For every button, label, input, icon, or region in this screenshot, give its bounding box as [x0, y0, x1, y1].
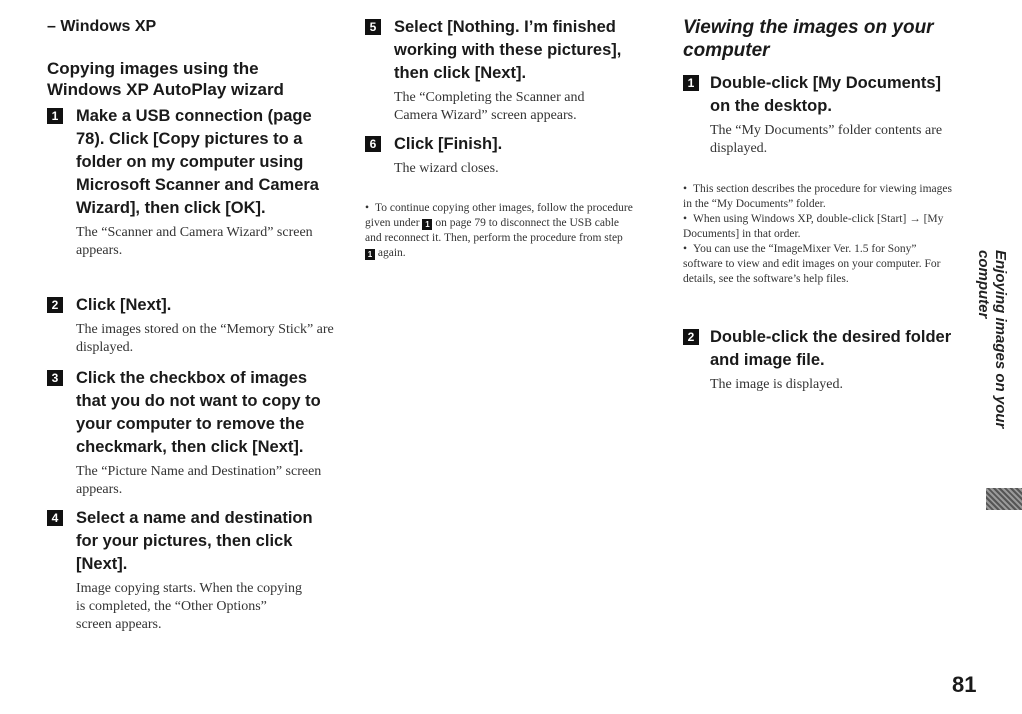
step-number: 2 — [683, 329, 699, 345]
step-view-1 — [683, 72, 963, 158]
note-text-start: To continue copying other images, follow the procedure given under — [365, 202, 633, 229]
step-description: The “My Documents” folder contents are displayed. — [710, 123, 943, 156]
step-number: 1 — [47, 108, 63, 124]
step-title: Select [Nothing. I’m finished working with these pictures], then click [Next]. — [394, 18, 622, 82]
step-5 — [365, 16, 640, 125]
step-title: Click the checkbox of images that you do not want to copy to your computer to remove the checkmark, then click [Next]. — [76, 369, 321, 456]
section-heading-viewing: Viewing the images on your computer — [683, 17, 934, 61]
step-2 — [47, 294, 337, 357]
step-number: 1 — [683, 75, 699, 91]
step-description: The “Picture Name and Destination” screen appears. — [76, 464, 322, 497]
note-item: • When using Windows XP, double-click [Start] → [My Documents] in that order. — [683, 213, 944, 240]
step-number: 5 — [365, 19, 381, 35]
step-number: 6 — [365, 136, 381, 152]
step-description: Image copying starts. When the copying is completed, the “Other Options” screen appears. — [76, 581, 303, 632]
note-text-middle: on page 79 to disconnect the USB cable and reconnect it. Then, perform the procedure from step — [365, 217, 623, 244]
step-4 — [47, 507, 337, 634]
step-number: 4 — [47, 510, 63, 526]
notes-list — [683, 182, 958, 287]
note-text-end: again. — [377, 247, 406, 259]
step-number-inline: 1 — [365, 249, 375, 260]
step-3 — [47, 367, 337, 499]
side-tab-marker — [986, 488, 1022, 510]
step-title: Click [Finish]. — [394, 135, 503, 153]
note-item: • This section describes the procedure for viewing images in the “My Documents” folder. — [683, 183, 952, 210]
step-title: Double-click [My Documents] on the desktop. — [710, 74, 942, 115]
step-title: Select a name and destination for your pictures, then click [Next]. — [76, 509, 313, 573]
section-title-autoplay: Copying images using the Windows XP AutoPlay wizard — [47, 59, 284, 99]
step-title: Make a USB connection (page 78). Click [Copy pictures to a folder on my computer using Microsoft Scanner and Camera Wizard], then click [OK]. — [76, 107, 319, 217]
step-title: Double-click the desired folder and image file. — [710, 328, 952, 369]
step-description: The wizard closes. — [394, 161, 499, 176]
side-tab-label: Enjoying images on your computer — [975, 250, 1009, 429]
step-description: The “Scanner and Camera Wizard” screen appears. — [76, 225, 313, 258]
note-item: • You can use the “ImageMixer Ver. 1.5 for Sony” software to view and edit images on your computer. For details, see the software’s help files. — [683, 243, 941, 285]
step-number: 2 — [47, 297, 63, 313]
page-number: 81 — [952, 672, 977, 697]
step-description: The image is displayed. — [710, 377, 843, 392]
step-1 — [47, 105, 337, 260]
bullet: • — [365, 202, 370, 214]
step-description: The images stored on the “Memory Stick” are displayed. — [76, 322, 334, 355]
side-section-tab — [975, 250, 1009, 490]
step-6 — [365, 133, 640, 178]
note-continue-copying — [365, 201, 633, 261]
os-heading: – Windows XP — [47, 18, 157, 35]
step-description: The “Completing the Scanner and Camera Wizard” screen appears. — [394, 90, 585, 123]
step-number-inline: 1 — [422, 219, 432, 230]
step-view-2 — [683, 326, 968, 394]
step-title: Click [Next]. — [76, 296, 172, 314]
step-number: 3 — [47, 370, 63, 386]
